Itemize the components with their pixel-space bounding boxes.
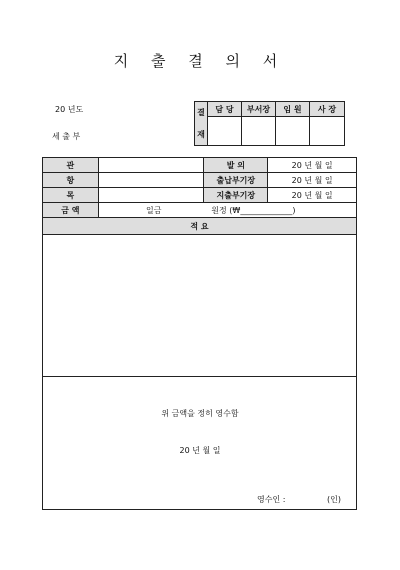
approval-role-staff: 담 당 <box>208 102 242 117</box>
approval-table <box>194 101 345 146</box>
field-value-mok[interactable] <box>98 188 204 203</box>
field-label-expenditure-entry: 지출부기장 <box>204 188 268 203</box>
approval-sign-executive[interactable] <box>276 117 310 146</box>
amount-suffix: 원정 (₩_____________) <box>211 205 296 215</box>
receipt-statement: 위 금액을 정히 영수함 <box>161 409 239 418</box>
field-label-amount: 금 액 <box>43 203 99 218</box>
approval-sign-manager[interactable] <box>242 117 276 146</box>
receipt-date: 20 년 월 일 <box>179 446 221 455</box>
department-label: 세 출 부 <box>52 132 81 141</box>
approval-sign-president[interactable] <box>310 117 345 146</box>
field-label-hang: 항 <box>43 173 99 188</box>
approval-role-president: 사 장 <box>310 102 345 117</box>
approval-role-manager: 부서장 <box>242 102 276 117</box>
approval-side-label-bottom: 재 <box>197 129 205 139</box>
field-value-amount[interactable] <box>98 203 356 218</box>
seal-mark: (인) <box>327 495 341 504</box>
field-value-expenditure-date[interactable]: 20 년 월 일 <box>268 188 357 203</box>
field-value-cashier-date[interactable]: 20 년 월 일 <box>268 173 357 188</box>
field-value-proposal-date[interactable]: 20 년 월 일 <box>268 158 357 173</box>
fiscal-year-label: 20 년도 <box>55 105 84 114</box>
field-value-hang[interactable] <box>98 173 204 188</box>
field-label-proposal: 발 의 <box>204 158 268 173</box>
field-label-cashier-entry: 출납부기장 <box>204 173 268 188</box>
field-label-gwan: 관 <box>43 158 99 173</box>
field-value-gwan[interactable] <box>98 158 204 173</box>
summary-content-area[interactable] <box>43 235 357 377</box>
summary-header: 적 요 <box>43 218 357 235</box>
approval-side-label <box>195 102 208 146</box>
approval-side-label-top: 결 <box>197 107 205 117</box>
expenditure-form-table <box>42 157 357 510</box>
field-label-mok: 목 <box>43 188 99 203</box>
recipient-label: 영수인 : <box>257 495 286 504</box>
amount-prefix: 일금 <box>146 205 162 215</box>
approval-role-executive: 임 원 <box>276 102 310 117</box>
approval-sign-staff[interactable] <box>208 117 242 146</box>
receipt-section <box>43 377 357 510</box>
page-title: 지 출 결 의 서 <box>113 52 287 70</box>
